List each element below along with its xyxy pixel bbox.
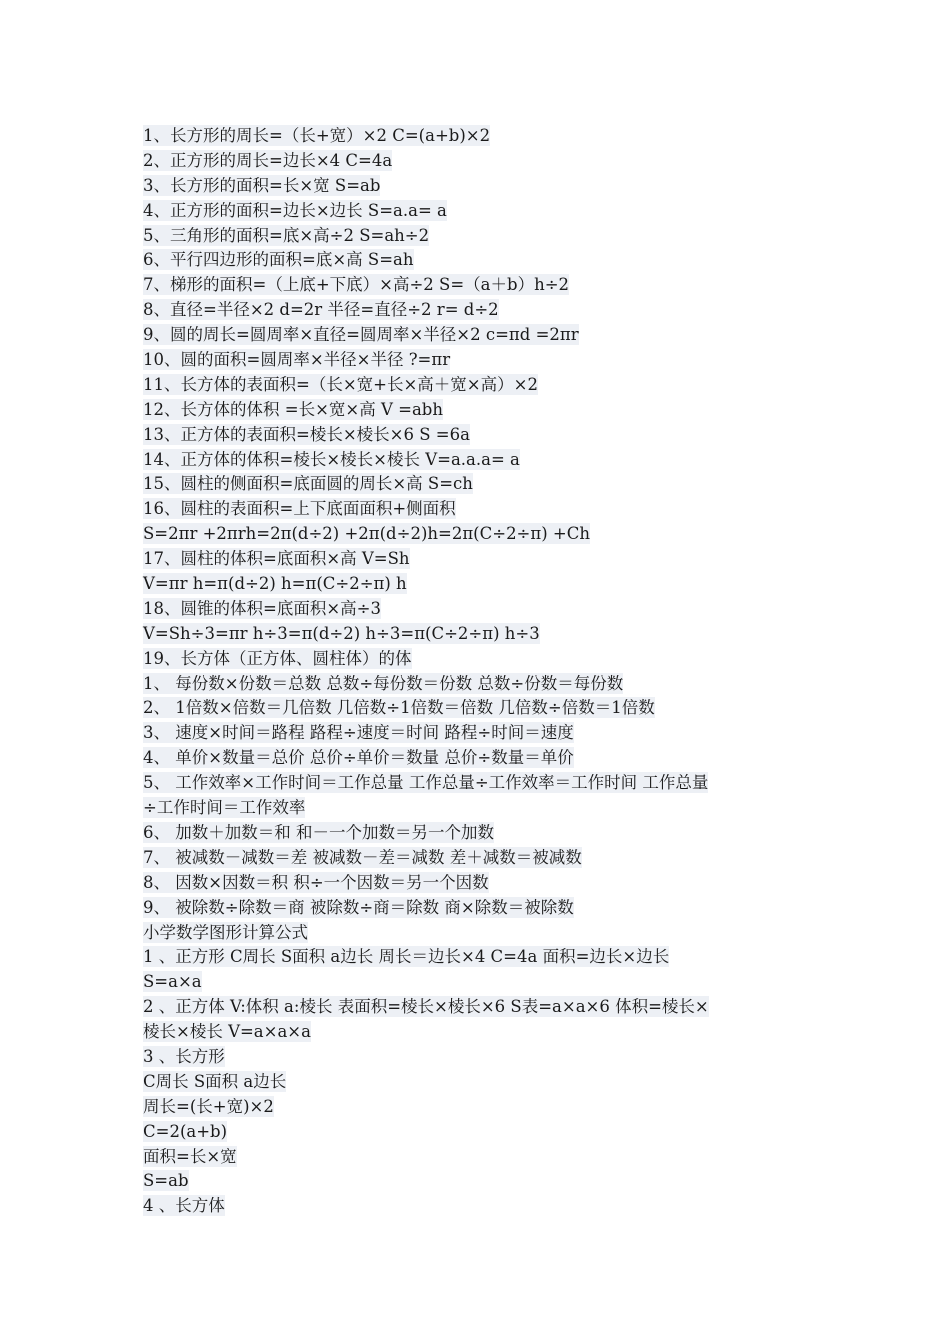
text-line (143, 1145, 813, 1170)
text-line (143, 199, 813, 224)
text-line (143, 995, 813, 1020)
text-line (143, 273, 813, 298)
text-line-content: 19、长方体（正方体、圆柱体）的体 (143, 648, 412, 668)
text-line (143, 1070, 813, 1095)
text-line-content: 3、长方形的面积=长×宽 S=ab (143, 175, 381, 195)
text-line-content: 4 、长方体 (143, 1196, 225, 1216)
text-line-content: 周长=(长+宽)×2 (143, 1096, 274, 1116)
text-line (143, 721, 813, 746)
text-line-content: C=2(a+b) (143, 1121, 228, 1141)
text-line (143, 696, 813, 721)
text-line-content: S=ab (143, 1171, 189, 1191)
text-line-content: 小学数学图形计算公式 (143, 922, 308, 942)
text-line (143, 348, 813, 373)
text-line-content: 6、 加数＋加数＝和 和－一个加数＝另一个加数 (143, 822, 494, 842)
text-line (143, 547, 813, 572)
text-line-content: S=2πr +2πrh=2π(d÷2) +2π(d÷2)h=2π(C÷2÷π) +Ch (143, 524, 590, 544)
text-line-content: S=a×a (143, 972, 202, 992)
text-line (143, 149, 813, 174)
text-line (143, 1095, 813, 1120)
text-line-content: 13、正方体的表面积=棱长×棱长×6 S =6a (143, 424, 470, 444)
text-line-content: 2、正方形的周长=边长×4 C=4a (143, 150, 393, 170)
text-line (143, 472, 813, 497)
text-line (143, 423, 813, 448)
text-line-content: 10、圆的面积=圆周率×半径×半径 ?=πr (143, 350, 451, 370)
text-line-content: 16、圆柱的表面积=上下底面面积+侧面积 (143, 499, 456, 519)
text-line (143, 945, 813, 970)
text-line-content: 1、 每份数×份数＝总数 总数÷每份数＝份数 总数÷份数＝每份数 (143, 673, 624, 693)
text-line-content: 3 、长方形 (143, 1046, 225, 1066)
text-line-content: 8、直径=半径×2 d=2r 半径=直径÷2 r= d÷2 (143, 300, 499, 320)
text-line (143, 771, 813, 796)
text-line-content: 5、 工作效率×工作时间＝工作总量 工作总量÷工作效率＝工作时间 工作总量 (143, 773, 709, 793)
text-line-content: 14、正方体的体积=棱长×棱长×棱长 V=a.a.a= a (143, 449, 520, 469)
text-line-content: 9、 被除数÷除数＝商 被除数÷商＝除数 商×除数＝被除数 (143, 897, 574, 917)
text-line-content: 3、 速度×时间＝路程 路程÷速度＝时间 路程÷时间＝速度 (143, 723, 574, 743)
text-line-content: 12、长方体的体积 =长×宽×高 V =abh (143, 399, 443, 419)
text-line (143, 398, 813, 423)
text-line-content: 7、 被减数－减数＝差 被减数－差＝减数 差＋减数＝被减数 (143, 847, 582, 867)
text-line (143, 647, 813, 672)
text-line-content: 11、长方体的表面积=（长×宽+长×高＋宽×高）×2 (143, 374, 538, 394)
text-line-content: 4、正方形的面积=边长×边长 S=a.a= a (143, 200, 447, 220)
text-line-content: 棱长×棱长 V=a×a×a (143, 1022, 311, 1042)
text-line (143, 224, 813, 249)
text-line-content: 8、 因数×因数＝积 积÷一个因数＝另一个因数 (143, 872, 489, 892)
text-line (143, 298, 813, 323)
text-line-content: ÷工作时间＝工作效率 (143, 798, 306, 818)
text-line (143, 970, 813, 995)
text-line-content: V=Sh÷3=πr h÷3=π(d÷2) h÷3=π(C÷2÷π) h÷3 (143, 623, 540, 643)
text-line (143, 672, 813, 697)
text-line-content: 6、平行四边形的面积=底×高 S=ah (143, 250, 414, 270)
text-line (143, 796, 813, 821)
text-line (143, 871, 813, 896)
text-line (143, 1045, 813, 1070)
text-line (143, 597, 813, 622)
text-line (143, 522, 813, 547)
text-line (143, 1020, 813, 1045)
section-heading (143, 921, 813, 946)
formula-text-block (143, 124, 813, 1219)
text-line (143, 846, 813, 871)
text-line (143, 373, 813, 398)
text-line (143, 896, 813, 921)
text-line (143, 746, 813, 771)
text-line (143, 1194, 813, 1219)
text-line (143, 323, 813, 348)
text-line-content: 9、圆的周长=圆周率×直径=圆周率×半径×2 c=πd =2πr (143, 325, 579, 345)
text-line (143, 1120, 813, 1145)
text-line (143, 174, 813, 199)
text-line (143, 448, 813, 473)
text-line-content: 17、圆柱的体积=底面积×高 V=Sh (143, 549, 410, 569)
text-line (143, 124, 813, 149)
text-line (143, 248, 813, 273)
text-line (143, 497, 813, 522)
text-line (143, 622, 813, 647)
text-line-content: 面积=长×宽 (143, 1146, 237, 1166)
text-line (143, 821, 813, 846)
text-line (143, 572, 813, 597)
text-line-content: 1 、正方形 C周长 S面积 a边长 周长＝边长×4 C=4a 面积=边长×边长 (143, 947, 670, 967)
text-line-content: 2 、正方体 V:体积 a:棱长 表面积=棱长×棱长×6 S表=a×a×6 体积=棱长× (143, 997, 709, 1017)
text-line-content: C周长 S面积 a边长 (143, 1071, 287, 1091)
text-line-content: V=πr h=π(d÷2) h=π(C÷2÷π) h (143, 574, 407, 594)
text-line-content: 5、三角形的面积=底×高÷2 S=ah÷2 (143, 225, 430, 245)
text-line-content: 2、 1倍数×倍数＝几倍数 几倍数÷1倍数＝倍数 几倍数÷倍数＝1倍数 (143, 698, 655, 718)
text-line-content: 15、圆柱的侧面积=底面圆的周长×高 S=ch (143, 474, 473, 494)
text-line-content: 4、 单价×数量＝总价 总价÷单价＝数量 总价÷数量＝单价 (143, 748, 574, 768)
text-line-content: 1、长方形的周长=（长+宽）×2 C=(a+b)×2 (143, 126, 491, 145)
text-line (143, 1169, 813, 1194)
text-line-content: 7、梯形的面积=（上底+下底）×高÷2 S=（a＋b）h÷2 (143, 275, 570, 295)
text-line-content: 18、圆锥的体积=底面积×高÷3 (143, 598, 381, 618)
